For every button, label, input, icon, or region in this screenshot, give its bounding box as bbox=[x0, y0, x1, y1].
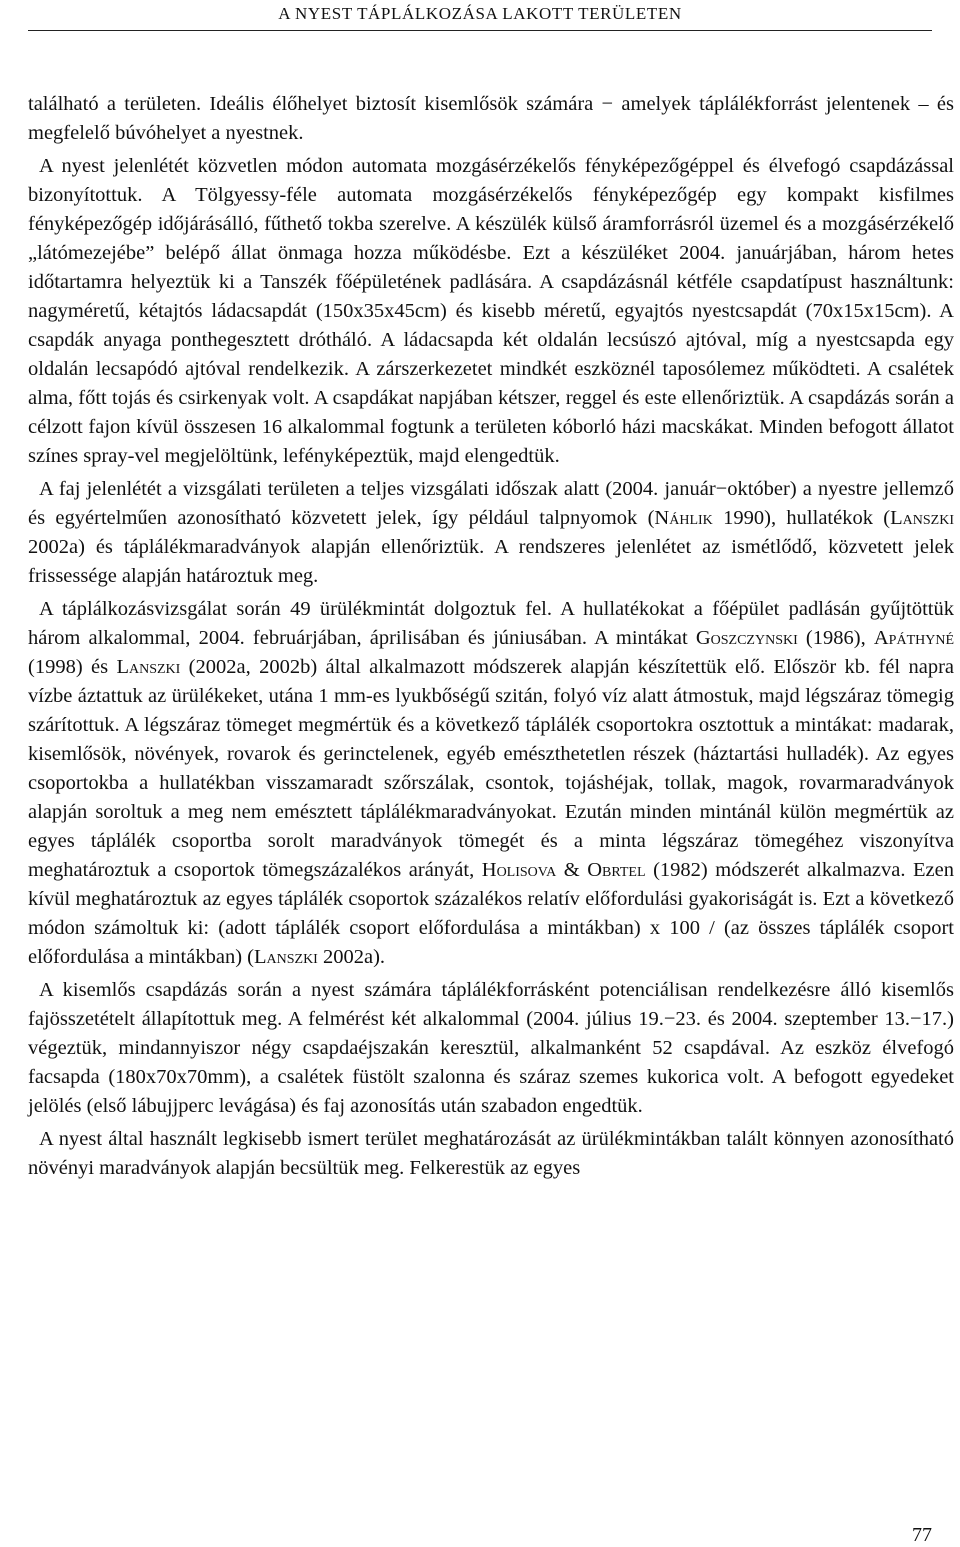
header-divider bbox=[28, 30, 932, 31]
paragraph-4-text-e: & bbox=[556, 859, 588, 881]
citation-author-nahlik: Náhlik bbox=[654, 507, 713, 529]
citation-author-goszczynski: Goszczynski bbox=[695, 627, 798, 649]
body-text bbox=[28, 90, 954, 1183]
paragraph-3-text-b: 1990), hullatékok ( bbox=[712, 507, 891, 529]
paragraph-6: A nyest által használt legkisebb ismert terület meghatározását az ürülékmintákban talált könnyen azonosítható növényi maradványok alapján becsültük meg. Felkerestük az egyes bbox=[28, 1128, 954, 1179]
paragraph-4-text-c: (1998) és bbox=[28, 656, 117, 678]
paragraph-4 bbox=[28, 595, 954, 972]
paragraph-1: található a területen. Ideális élőhelyet biztosít kisemlősök számára − amelyek táplálékforrást jelentenek – és megfelelő búvóhelyet a nyestnek. bbox=[28, 93, 954, 144]
running-header-title: A NYEST TÁPLÁLKOZÁSA LAKOTT TERÜLETEN bbox=[278, 4, 682, 23]
paragraph-3-text-c: 2002a) és táplálékmaradványok alapján ellenőriztük. A rendszeres jelenlétet az ismétlődő, közvetett jelek frissessége alapján határoztuk meg. bbox=[28, 536, 954, 587]
citation-author-apathyne: Apáthyné bbox=[873, 627, 955, 649]
paragraph-4-text-b: (1986), bbox=[797, 627, 874, 649]
paragraph-3-text-a: A faj jelenlétét a vizsgálati területen a teljes vizsgálati időszak alatt (2004. január−október) a nyestre jellemző és egyértelműen azonosítható közvetett jelek, így például talpnyomok ( bbox=[28, 478, 954, 529]
paragraph-4-text-g: 2002a). bbox=[317, 946, 386, 968]
running-header bbox=[0, 0, 960, 30]
paragraph-4-text-d: (2002a, 2002b) által alkalmazott módszerek alapján készítettük elő. Először kb. fél napra vízbe áztattuk az ürülékeket, utána 1 mm-es lyukbőségű szitán, folyó víz alatt átmostuk, majd légszáraz tömegig szárítottuk. A légszáraz tömeget megmértük és a következő táplálék csoportokra osztottuk a mintákat: madarak, kisemlősök, növények, rovarok és gerinctelenek, egyéb emészthetetlen részek (háztartási hulladék). Az egyes csoportokba a hullatékban visszamaradt szőrszálak, csontok, tojáshéjak, tollak, magok, rovarmaradványok alapján soroltuk a meg nem emésztett táplálékmaradványokat. Ezután minden mintánál külön megmértük az egyes táplálék csoportba sorolt maradványok tömegét és a minta légszáraz tömegéhez viszonyítva meghatároztuk a csoportok tömegszázalékos arányát, bbox=[28, 656, 954, 881]
citation-author-obrtel: Obrtel bbox=[587, 859, 646, 881]
page-number: 77 bbox=[912, 1524, 932, 1546]
paragraph-2: A nyest jelenlétét közvetlen módon automata mozgásérzékelős fényképezőgéppel és élvefogó csapdázással bizonyítottuk. A Tölgyessy-féle automata mozgásérzékelős fényképezőgép egy kompakt kisfilmes fényképezőgép időjárásálló, fűthető tokba szerelve. A készülék külső áramforrásról üzemel és a mozgásérzékelő „látómezejébe” belépő állat önmaga hozza működésbe. Ezt a készüléket 2004. januárjában, három hetes időtartamra helyeztük ki a Tanszék főépületének padlására. A csapdázásnál kétféle csapdatípust használtunk: nagyméretű, kétajtós ládacsapdát (150x35x45cm) és kisebb méretű, egyajtós nyestcsapdát (70x15x15cm). A csapdák anyaga ponthegesztett drótháló. A ládacsapda két oldalán lecsúszó ajtóval, míg a nyestcsapda egy oldalán lecsapódó ajtóval rendelkezik. A zárszerkezetet mindkét eszköznél taposólemez működteti. A csalétek alma, főtt tojás és csirkenyak volt. A csapdákat napjában kétszer, reggel és este ellenőriztük. A csapdázás során a célzott fajon kívül összesen 16 alkalommal fogtunk a területen kóborló házi macskákat. Minden befogott állatot színes spray-vel megjelöltünk, lefényképeztük, majd elengedtük. bbox=[28, 155, 954, 467]
citation-author-lanszki-2: Lanszki bbox=[116, 656, 181, 678]
paragraph-3 bbox=[28, 475, 954, 591]
citation-author-lanszki: Lanszki bbox=[890, 507, 954, 529]
paragraph-4-text-a: A táplálkozásvizsgálat során 49 ürülékmintát dolgoztuk fel. A hullatékokat a főépület padlásán gyűjtöttük három alkalommal, 2004. februárjában, áprilisában és júniusában. A mintákat bbox=[28, 598, 954, 649]
citation-author-lanszki-3: Lanszki bbox=[253, 946, 318, 968]
paragraph-5: A kisemlős csapdázás során a nyest számára táplálékforrásként potenciálisan rendelkezésre álló kisemlős fajösszetételt állapítottuk meg. A felmérést két alkalommal (2004. július 19.−23. és 2004. szeptember 13.−17.) végeztük, mindannyiszor négy csapdaéjszakán keresztül, alkalmanként 52 csapdával. Az eszköz élvefogó facsapda (180x70x70mm), a csalétek füstölt szalonna és száraz szemes kukorica volt. A befogott egyedeket jelölés (első lábujjperc levágása) és faj azonosítás után szabadon engedtük. bbox=[28, 979, 954, 1117]
citation-author-holisova: Holisova bbox=[481, 859, 557, 881]
paragraph-4-text-f: (1982) módszerét alkalmazva. Ezen kívül meghatároztuk az egyes táplálék csoportok százalékos relatív előfordulási gyakoriságát is. Ezt a következő módon számoltuk ki: (adott táplálék csoport előfordulása a mintákban) x 100 / (az összes táplálék csoport előfordulása a mintákban) ( bbox=[28, 859, 954, 968]
